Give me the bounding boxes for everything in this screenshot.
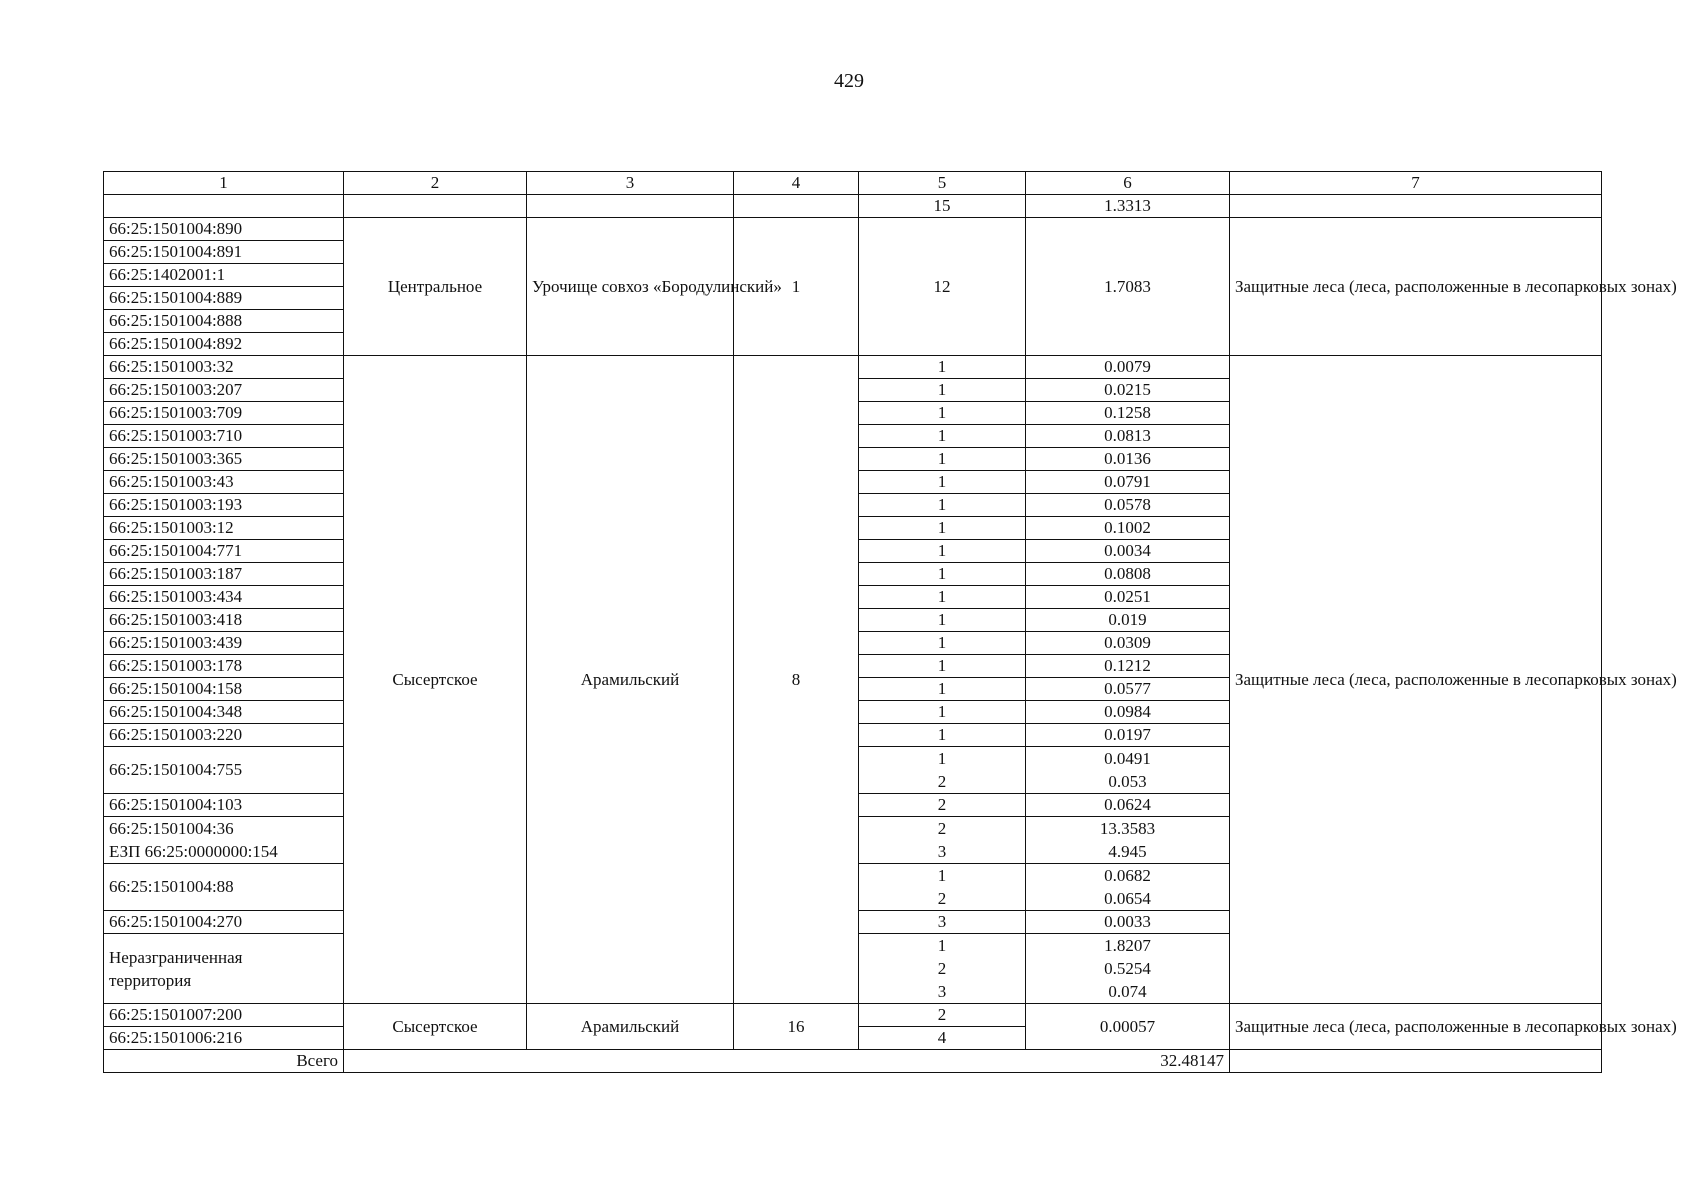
section-cell: 15	[859, 195, 1026, 218]
parcel-cell: 66:25:1501003:434	[104, 586, 344, 609]
section-cell: 1	[859, 678, 1026, 701]
area-cell: 1.3313	[1026, 195, 1230, 218]
area-cell: 1.7083	[1026, 218, 1230, 356]
parcel-cell	[104, 934, 344, 1004]
section-cell: 12	[859, 218, 1026, 356]
parcel-cell: 66:25:1501003:207	[104, 379, 344, 402]
area-cell-line: 4.945	[1108, 842, 1147, 861]
table-row	[104, 172, 1602, 195]
area-cell: 0.1212	[1026, 655, 1230, 678]
parcel-cell: 66:25:1501004:348	[104, 701, 344, 724]
area-cell: 0.019	[1026, 609, 1230, 632]
header-cell: 6	[1026, 172, 1230, 195]
section-cell-line: 2	[937, 959, 947, 978]
area-cell: 0.0251	[1026, 586, 1230, 609]
parcel-cell: 66:25:1501003:12	[104, 517, 344, 540]
section-cell: 1	[859, 540, 1026, 563]
forestry-cell: Центральное	[344, 218, 527, 356]
area-cell: 0.1002	[1026, 517, 1230, 540]
area-cell: 0.1258	[1026, 402, 1230, 425]
area-cell	[1026, 747, 1230, 794]
header-cell: 5	[859, 172, 1026, 195]
section-cell	[859, 817, 1026, 864]
area-cell-line: 0.0491	[1104, 749, 1151, 768]
total-value: 32.48147	[344, 1050, 1230, 1073]
area-cell: 0.0578	[1026, 494, 1230, 517]
area-cell-line: 0.053	[1108, 772, 1147, 791]
empty-cell	[1230, 1050, 1602, 1073]
total-label: Всего	[104, 1050, 344, 1073]
parcel-cell: 66:25:1501004:889	[104, 287, 344, 310]
parcel-cell: 66:25:1501003:193	[104, 494, 344, 517]
parcel-cell: 66:25:1501003:32	[104, 356, 344, 379]
section-cell: 1	[859, 448, 1026, 471]
section-cell: 1	[859, 632, 1026, 655]
area-cell	[1026, 864, 1230, 911]
area-cell: 0.0791	[1026, 471, 1230, 494]
section-cell: 1	[859, 701, 1026, 724]
table-row	[104, 1050, 1602, 1073]
area-cell: 0.0808	[1026, 563, 1230, 586]
section-cell: 2	[859, 1004, 1026, 1027]
forest-parcels-table	[103, 171, 1677, 1073]
area-cell: 0.0079	[1026, 356, 1230, 379]
section-cell-line: 1	[937, 749, 947, 768]
forestry-cell: Сысертское	[344, 1004, 527, 1050]
area-cell	[1026, 934, 1230, 1004]
parcel-cell: 66:25:1501003:178	[104, 655, 344, 678]
section-cell-line: 2	[937, 819, 947, 838]
area-cell-line: 0.074	[1108, 982, 1147, 1001]
section-cell: 1	[859, 402, 1026, 425]
empty-cell	[734, 195, 859, 218]
parcel-cell: 66:25:1501003:710	[104, 425, 344, 448]
empty-cell	[527, 195, 734, 218]
area-cell: 0.0215	[1026, 379, 1230, 402]
parcel-cell: 66:25:1501007:200	[104, 1004, 344, 1027]
parcel-cell: 66:25:1402001:1	[104, 264, 344, 287]
section-cell	[859, 934, 1026, 1004]
section-cell: 1	[859, 356, 1026, 379]
category-cell: Защитные леса (леса, расположенные в лесопарковых зонах)	[1230, 1004, 1602, 1050]
section-cell: 1	[859, 425, 1026, 448]
header-cell: 7	[1230, 172, 1602, 195]
section-cell-line: 1	[937, 936, 947, 955]
parcel-cell: 66:25:1501003:709	[104, 402, 344, 425]
header-cell: 3	[527, 172, 734, 195]
area-cell: 0.0197	[1026, 724, 1230, 747]
area-cell: 0.0813	[1026, 425, 1230, 448]
district-cell: Арамильский	[527, 356, 734, 1004]
parcel-cell: 66:25:1501004:892	[104, 333, 344, 356]
parcel-cell: 66:25:1501004:270	[104, 911, 344, 934]
parcel-cell: 66:25:1501004:771	[104, 540, 344, 563]
parcel-cell: 66:25:1501003:439	[104, 632, 344, 655]
area-cell-line: 13.3583	[1099, 819, 1156, 838]
parcel-cell: 66:25:1501003:418	[104, 609, 344, 632]
parcel-cell: 66:25:1501006:216	[104, 1027, 344, 1050]
section-cell: 1	[859, 379, 1026, 402]
area-cell-line: 1.8207	[1104, 936, 1151, 955]
section-cell: 1	[859, 724, 1026, 747]
parcel-cell-line: территория	[109, 970, 192, 990]
parcel-cell: 66:25:1501003:220	[104, 724, 344, 747]
parcel-cell: 66:25:1501003:365	[104, 448, 344, 471]
table-row	[104, 195, 1602, 218]
section-cell-line: 1	[937, 866, 947, 885]
section-cell: 3	[859, 911, 1026, 934]
parcel-cell: 66:25:1501004:888	[104, 310, 344, 333]
area-cell: 0.0033	[1026, 911, 1230, 934]
parcel-cell: 66:25:1501003:187	[104, 563, 344, 586]
area-cell: 0.0309	[1026, 632, 1230, 655]
parcel-cell: 66:25:1501004:890	[104, 218, 344, 241]
table-row	[104, 1004, 1602, 1027]
area-cell-line: 0.0682	[1104, 866, 1151, 885]
area-cell-line: 0.5254	[1104, 959, 1151, 978]
area-cell-line: 0.0654	[1104, 889, 1151, 908]
section-cell: 4	[859, 1027, 1026, 1050]
parcel-cell: 66:25:1501004:88	[104, 864, 344, 911]
header-cell: 4	[734, 172, 859, 195]
parcel-cell: 66:25:1501004:755	[104, 747, 344, 794]
table-row	[104, 218, 1602, 241]
area-cell	[1026, 817, 1230, 864]
section-cell	[859, 864, 1026, 911]
district-cell: Урочище совхоз «Бородулинский»	[527, 218, 734, 356]
section-cell-line: 3	[937, 842, 947, 861]
area-cell: 0.00057	[1026, 1004, 1230, 1050]
header-cell: 2	[344, 172, 527, 195]
section-cell	[859, 747, 1026, 794]
category-cell: Защитные леса (леса, расположенные в лесопарковых зонах)	[1230, 356, 1602, 1004]
section-cell: 1	[859, 655, 1026, 678]
area-cell: 0.0136	[1026, 448, 1230, 471]
section-cell: 1	[859, 494, 1026, 517]
quarter-cell: 8	[734, 356, 859, 1004]
parcel-cell: 66:25:1501004:103	[104, 794, 344, 817]
section-cell-line: 2	[937, 889, 947, 908]
section-cell: 1	[859, 517, 1026, 540]
section-cell: 2	[859, 794, 1026, 817]
section-cell: 1	[859, 563, 1026, 586]
parcel-cell: 66:25:1501003:43	[104, 471, 344, 494]
category-cell: Защитные леса (леса, расположенные в лесопарковых зонах)	[1230, 218, 1602, 356]
section-cell: 1	[859, 471, 1026, 494]
section-cell: 1	[859, 609, 1026, 632]
section-cell: 1	[859, 586, 1026, 609]
area-cell: 0.0034	[1026, 540, 1230, 563]
page-number: 429	[834, 70, 864, 92]
parcel-cell: 66:25:1501004:158	[104, 678, 344, 701]
section-cell-line: 3	[937, 982, 947, 1001]
area-cell: 0.0577	[1026, 678, 1230, 701]
empty-cell	[344, 195, 527, 218]
area-cell: 0.0624	[1026, 794, 1230, 817]
area-cell: 0.0984	[1026, 701, 1230, 724]
district-cell: Арамильский	[527, 1004, 734, 1050]
parcel-cell-line: 66:25:1501004:36	[109, 819, 234, 838]
parcel-cell: 66:25:1501004:891	[104, 241, 344, 264]
quarter-cell: 1	[734, 218, 859, 356]
parcel-cell	[104, 817, 344, 864]
parcel-cell-line: Неразграниченная	[109, 947, 243, 967]
quarter-cell: 16	[734, 1004, 859, 1050]
parcel-cell-line: ЕЗП 66:25:0000000:154	[109, 842, 278, 861]
table-row	[104, 356, 1602, 379]
forestry-cell: Сысертское	[344, 356, 527, 1004]
empty-cell	[104, 195, 344, 218]
section-cell-line: 2	[937, 772, 947, 791]
header-cell: 1	[104, 172, 344, 195]
empty-cell	[1230, 195, 1602, 218]
